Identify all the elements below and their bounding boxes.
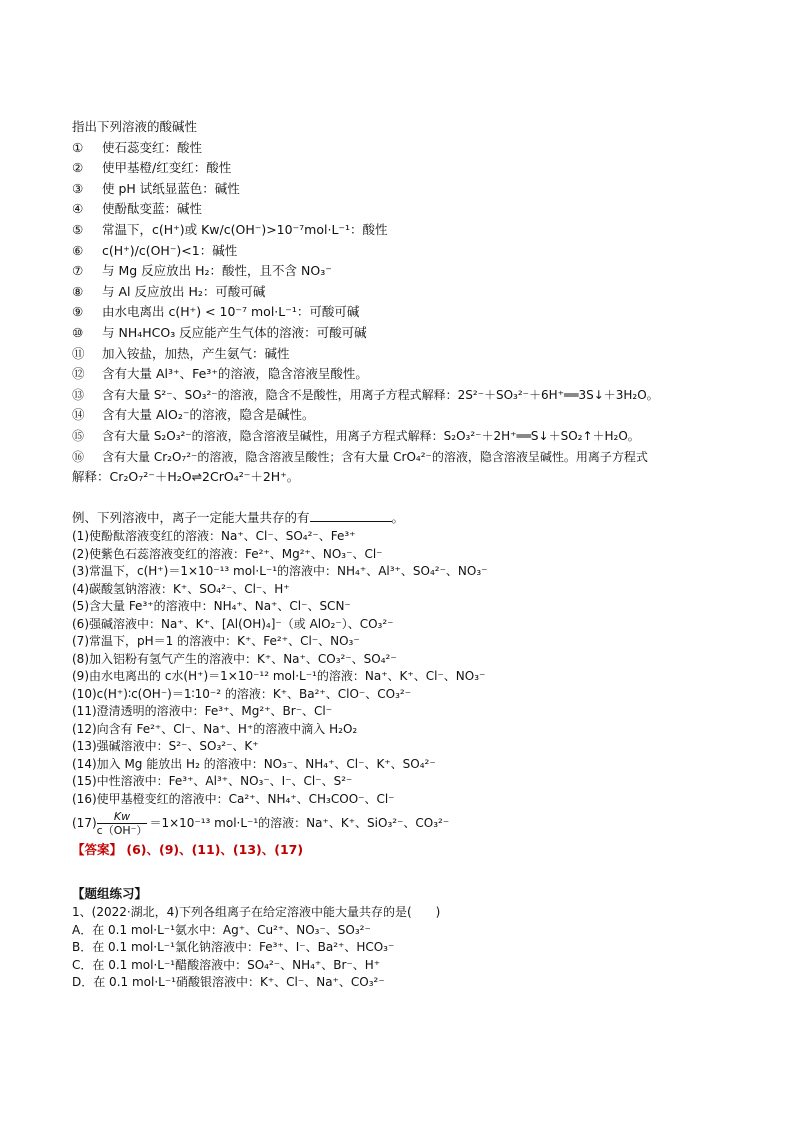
list-item: ⑬ 含有大量 S²⁻、SO₃²⁻的溶液，隐含不是酸性，用离子方程式解释：2S²⁻＋SO₃²⁻＋6H⁺══3S↓＋3H₂O。 <box>72 387 659 402</box>
option-d: D．在 0.1 mol·L⁻¹硝酸银溶液中：K⁺、Cl⁻、Na⁺、CO₃²⁻ <box>72 975 385 990</box>
practice-heading: 【题组练习】 <box>72 886 148 902</box>
list-item: (6)强碱溶液中：Na⁺、K⁺、[Al(OH)₄]⁻（或 AlO₂⁻）、CO₃²⁻ <box>72 616 394 631</box>
list-item: (10)c(H⁺)∶c(OH⁻)＝1∶10⁻² 的溶液：K⁺、Ba²⁺、ClO⁻、CO₃²⁻ <box>72 686 412 701</box>
list-item: (12)向含有 Fe²⁺、Cl⁻、Na⁺、H⁺的溶液中滴入 H₂O₂ <box>72 721 358 736</box>
list-item: ⑨ 由水电离出 c(H⁺) < 10⁻⁷ mol·L⁻¹：可酸可碱 <box>72 304 360 320</box>
list-item: (3)常温下，c(H⁺)＝1×10⁻¹³ mol·L⁻¹的溶液中：NH₄⁺、Al³⁺、SO₄²⁻、NO₃⁻ <box>72 564 488 579</box>
list-item: ⑩ 与 NH₄HCO₃ 反应能产生气体的溶液：可酸可碱 <box>72 324 367 340</box>
list-item: ② 使甲基橙/红变红：酸性 <box>72 160 232 176</box>
list-item: ⑯ 含有大量 Cr₂O₇²⁻的溶液，隐含溶液呈酸性；含有大量 CrO₄²⁻的溶液，隐含溶液呈碱性。用离子方程式 <box>72 449 648 464</box>
list-item: ⑧ 与 Al 反应放出 H₂：可酸可碱 <box>72 283 266 299</box>
option-b: B．在 0.1 mol·L⁻¹氯化钠溶液中：Fe³⁺、I⁻、Ba²⁺、HCO₃⁻ <box>72 940 395 955</box>
list-item: ① 使石蕊变红：酸性 <box>72 139 203 155</box>
list-item: (8)加入铝粉有氢气产生的溶液中：K⁺、Na⁺、CO₃²⁻、SO₄²⁻ <box>72 651 397 666</box>
document-page <box>72 117 732 992</box>
option-c: C．在 0.1 mol·L⁻¹醋酸溶液中：SO₄²⁻、NH₄⁺、Br⁻、H⁺ <box>72 957 381 972</box>
list-item: (7)常温下，pH＝1 的溶液中：K⁺、Fe²⁺、Cl⁻、NO₃⁻ <box>72 634 360 649</box>
option-a: A．在 0.1 mol·L⁻¹氨水中：Ag⁺、Cu²⁺、NO₃⁻、SO₃²⁻ <box>72 922 371 937</box>
list-item: ⑤ 常温下，c(H⁺)或 Kw/c(OH⁻)>10⁻⁷mol·L⁻¹：酸性 <box>72 221 388 237</box>
practice-question: 1、(2022·湖北，4)下列各组离子在给定溶液中能大量共存的是( ) <box>72 905 441 920</box>
answer-line: 【答案】 (6)、(9)、(11)、(13)、(17) <box>72 842 304 858</box>
list-item: (2)使紫色石蕊溶液变红的溶液：Fe²⁺、Mg²⁺、NO₃⁻、Cl⁻ <box>72 546 383 561</box>
list-item: (13)强碱溶液中：S²⁻、SO₃²⁻、K⁺ <box>72 739 259 754</box>
list-item: ④ 使酚酞变蓝：碱性 <box>72 201 203 217</box>
list-item: (5)含大量 Fe³⁺的溶液中：NH₄⁺、Na⁺、Cl⁻、SCN⁻ <box>72 599 351 614</box>
list-item: ⑦ 与 Mg 反应放出 H₂：酸性，且不含 NO₃⁻ <box>72 263 332 279</box>
list-item: ⑥ c(H⁺)/c(OH⁻)<1：碱性 <box>72 242 238 258</box>
list-item: (9)由水电离出的 c水(H⁺)＝1×10⁻¹² mol·L⁻¹的溶液：Na⁺、K⁺、Cl⁻、NO₃⁻ <box>72 669 486 684</box>
answer-blank <box>310 509 392 522</box>
list-item: (11)澄清透明的溶液中：Fe³⁺、Mg²⁺、Br⁻、Cl⁻ <box>72 704 333 719</box>
list-item-continuation: 解释：Cr₂O₇²⁻＋H₂O⇌2CrO₄²⁻＋2H⁺。 <box>72 469 300 485</box>
fraction: $\frac{Kw}{c(OH^-)}$ <box>96 809 148 837</box>
list-item-fraction: (17) $\frac{Kw}{c(OH^-)}$ ＝1×10⁻¹³ mol·L⁻¹的溶液：Na⁺、K⁺、SiO₃²⁻、CO₃²⁻ <box>72 809 450 837</box>
section-title: 指出下列溶液的酸碱性 <box>72 119 198 134</box>
list-item: ③ 使 pH 试纸显蓝色：碱性 <box>72 180 240 196</box>
example-list <box>72 528 732 838</box>
list-item: (4)碳酸氢钠溶液：K⁺、SO₄²⁻、Cl⁻、H⁺ <box>72 581 290 596</box>
list-item: ⑪ 加入铵盐，加热，产生氨气：碱性 <box>72 345 290 361</box>
list-item: ⑮ 含有大量 S₂O₃²⁻的溶液，隐含溶液呈碱性，用离子方程式解释：S₂O₃²⁻＋2H⁺══S↓＋SO₂↑＋H₂O。 <box>72 428 640 443</box>
list-item: (14)加入 Mg 能放出 H₂ 的溶液中：NO₃⁻、NH₄⁺、Cl⁻、K⁺、SO₄²⁻ <box>72 756 436 771</box>
example-question: 例、下列溶液中，离子一定能大量共存的有 。 <box>72 509 405 525</box>
list-item: (15)中性溶液中：Fe³⁺、Al³⁺、NO₃⁻、I⁻、Cl⁻、S²⁻ <box>72 774 353 789</box>
list-item: ⑭ 含有大量 AlO₂⁻的溶液，隐含是碱性。 <box>72 407 315 423</box>
list-item: ⑫ 含有大量 Al³⁺、Fe³⁺的溶液，隐含溶液呈酸性。 <box>72 366 368 382</box>
list-item: (1)使酚酞溶液变红的溶液：Na⁺、Cl⁻、SO₄²⁻、Fe³⁺ <box>72 529 356 544</box>
list-item: (16)使甲基橙变红的溶液中：Ca²⁺、NH₄⁺、CH₃COO⁻、Cl⁻ <box>72 791 395 806</box>
acidity-list <box>72 138 732 488</box>
